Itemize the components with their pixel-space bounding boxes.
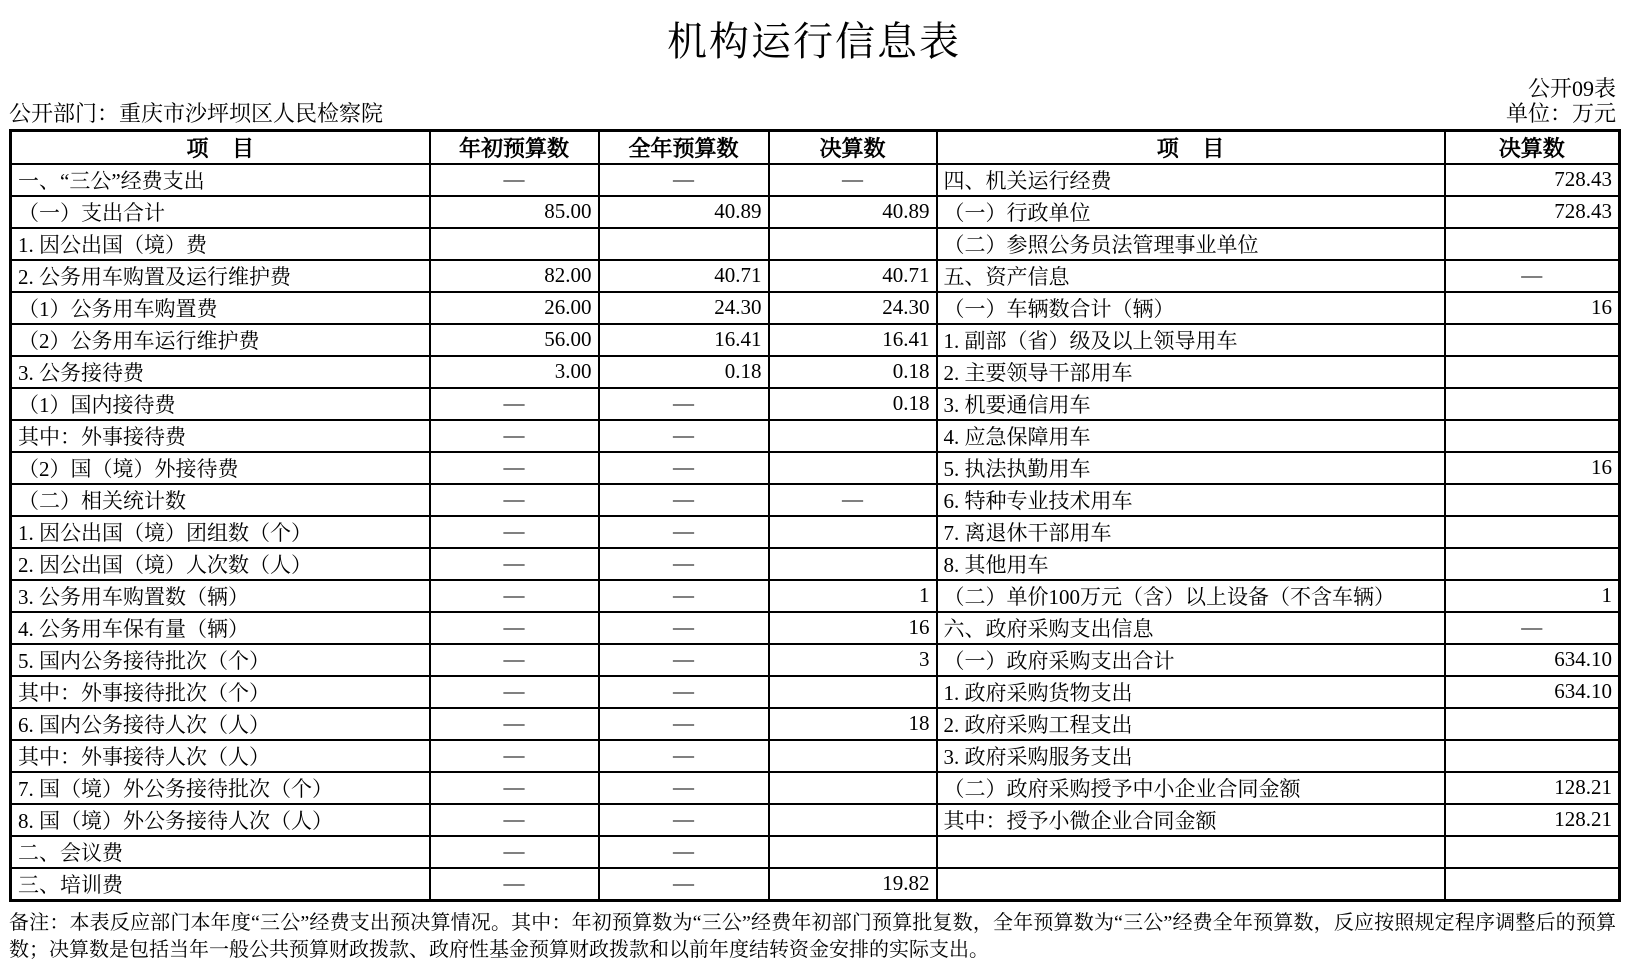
- final-account-cell: 18: [769, 708, 937, 740]
- initial-budget-cell: —: [430, 708, 599, 740]
- page-title: 机构运行信息表: [667, 19, 961, 64]
- item-cell: 1. 因公出国（境）团组数（个）: [11, 516, 430, 548]
- final-account-cell: [769, 772, 937, 804]
- item-cell: 6. 特种专业技术用车: [937, 484, 1445, 516]
- table-row: [11, 420, 1620, 452]
- final-account-cell: —: [769, 164, 937, 196]
- final-account-cell: [1445, 228, 1620, 260]
- initial-budget-cell: 3.00: [430, 356, 599, 388]
- final-account-cell: [1445, 324, 1620, 356]
- final-account-cell: [1445, 356, 1620, 388]
- final-account-cell: 16: [1445, 292, 1620, 324]
- table-row: [11, 580, 1620, 612]
- initial-budget-cell: 56.00: [430, 324, 599, 356]
- annual-budget-cell: 40.89: [599, 196, 769, 228]
- table-row: [11, 388, 1620, 420]
- initial-budget-cell: —: [430, 868, 599, 901]
- annual-budget-cell: —: [599, 804, 769, 836]
- initial-budget-cell: —: [430, 804, 599, 836]
- final-account-cell: 40.89: [769, 196, 937, 228]
- department-label: 公开部门：重庆市沙坪坝区人民检察院: [9, 101, 384, 127]
- item-cell: （一）支出合计: [11, 196, 430, 228]
- item-cell: 三、培训费: [11, 868, 430, 901]
- initial-budget-cell: —: [430, 676, 599, 708]
- item-cell: （2）公务用车运行维护费: [11, 324, 430, 356]
- item-cell: 2. 政府采购工程支出: [937, 708, 1445, 740]
- final-account-cell: 1: [769, 580, 937, 612]
- item-cell: 2. 公务用车购置及运行维护费: [11, 260, 430, 292]
- table-row: [11, 772, 1620, 804]
- initial-budget-cell: —: [430, 644, 599, 676]
- final-account-cell: 0.18: [769, 356, 937, 388]
- annual-budget-cell: 24.30: [599, 292, 769, 324]
- annual-budget-cell: —: [599, 676, 769, 708]
- final-account-cell: [1445, 484, 1620, 516]
- final-account-cell: [769, 676, 937, 708]
- item-cell: 1. 政府采购货物支出: [937, 676, 1445, 708]
- notes-text: 备注：本表反应部门本年度“三公”经费支出预决算情况。其中：年初预算数为“三公”经费年初部门预算批复数，全年预算数为“三公”经费全年预算数，反应按照规定程序调整后的预算数；决算数是包括当年一般公共预算财政拨款、政府性基金预算财政拨款和以前年度结转资金安排的实际支出。: [9, 911, 1616, 961]
- final-account-cell: [1445, 388, 1620, 420]
- annual-budget-cell: [599, 228, 769, 260]
- item-cell: 1. 副部（省）级及以上领导用车: [937, 324, 1445, 356]
- final-account-cell: 16: [1445, 452, 1620, 484]
- annual-budget-cell: —: [599, 580, 769, 612]
- final-account-cell: [1445, 740, 1620, 772]
- table-row: [11, 516, 1620, 548]
- item-cell: 1. 因公出国（境）费: [11, 228, 430, 260]
- table-row: [11, 292, 1620, 324]
- table-row: [11, 708, 1620, 740]
- item-cell: （一）行政单位: [937, 196, 1445, 228]
- annual-budget-cell: —: [599, 612, 769, 644]
- final-account-cell: [769, 516, 937, 548]
- item-cell: 五、资产信息: [937, 260, 1445, 292]
- annual-budget-cell: 16.41: [599, 324, 769, 356]
- final-account-cell: 634.10: [1445, 644, 1620, 676]
- item-cell: [937, 868, 1445, 901]
- annual-budget-cell: —: [599, 772, 769, 804]
- initial-budget-cell: [430, 228, 599, 260]
- annual-budget-cell: 40.71: [599, 260, 769, 292]
- final-account-cell: 24.30: [769, 292, 937, 324]
- table-row: [11, 484, 1620, 516]
- subheader-row: [9, 101, 1616, 126]
- initial-budget-cell: —: [430, 516, 599, 548]
- item-cell: 其中：外事接待费: [11, 420, 430, 452]
- table-row: [11, 836, 1620, 868]
- item-cell: 7. 国（境）外公务接待批次（个）: [11, 772, 430, 804]
- table-body: [11, 164, 1620, 901]
- table-header: [11, 130, 1620, 164]
- col-header-item-right: 项 目: [937, 130, 1445, 164]
- item-cell: 5. 执法执勤用车: [937, 452, 1445, 484]
- table-row: [11, 164, 1620, 196]
- table-row: [11, 324, 1620, 356]
- table-row: [11, 740, 1620, 772]
- annual-budget-cell: —: [599, 388, 769, 420]
- table-row: [11, 644, 1620, 676]
- final-account-cell: 634.10: [1445, 676, 1620, 708]
- item-cell: 其中：授予小微企业合同金额: [937, 804, 1445, 836]
- final-account-cell: [769, 420, 937, 452]
- initial-budget-cell: —: [430, 164, 599, 196]
- annual-budget-cell: —: [599, 164, 769, 196]
- final-account-cell: [769, 548, 937, 580]
- initial-budget-cell: —: [430, 612, 599, 644]
- item-cell: 6. 国内公务接待人次（人）: [11, 708, 430, 740]
- table-row: [11, 228, 1620, 260]
- col-header-final-account: 决算数: [769, 130, 937, 164]
- item-cell: 8. 国（境）外公务接待人次（人）: [11, 804, 430, 836]
- annual-budget-cell: —: [599, 420, 769, 452]
- item-cell: 2. 因公出国（境）人次数（人）: [11, 548, 430, 580]
- item-cell: 2. 主要领导干部用车: [937, 356, 1445, 388]
- annual-budget-cell: —: [599, 740, 769, 772]
- initial-budget-cell: —: [430, 452, 599, 484]
- table-row: [11, 548, 1620, 580]
- final-account-cell: [769, 804, 937, 836]
- final-account-cell: 16.41: [769, 324, 937, 356]
- item-cell: 六、政府采购支出信息: [937, 612, 1445, 644]
- table-row: [11, 356, 1620, 388]
- table-row: [11, 676, 1620, 708]
- item-cell: 7. 离退休干部用车: [937, 516, 1445, 548]
- final-account-cell: [1445, 548, 1620, 580]
- final-account-cell: [769, 740, 937, 772]
- table-row: [11, 612, 1620, 644]
- table-row: [11, 260, 1620, 292]
- item-cell: 二、会议费: [11, 836, 430, 868]
- initial-budget-cell: —: [430, 580, 599, 612]
- col-header-initial-budget: 年初预算数: [430, 130, 599, 164]
- final-account-cell: 728.43: [1445, 196, 1620, 228]
- final-account-cell: 3: [769, 644, 937, 676]
- final-account-cell: 19.82: [769, 868, 937, 901]
- item-cell: 其中：外事接待批次（个）: [11, 676, 430, 708]
- item-cell: 4. 公务用车保有量（辆）: [11, 612, 430, 644]
- final-account-cell: 728.43: [1445, 164, 1620, 196]
- table-row: [11, 868, 1620, 901]
- item-cell: 3. 公务用车购置数（辆）: [11, 580, 430, 612]
- item-cell: 4. 应急保障用车: [937, 420, 1445, 452]
- annual-budget-cell: —: [599, 452, 769, 484]
- final-account-cell: [1445, 836, 1620, 868]
- item-cell: 5. 国内公务接待批次（个）: [11, 644, 430, 676]
- final-account-cell: 1: [1445, 580, 1620, 612]
- initial-budget-cell: —: [430, 740, 599, 772]
- item-cell: （1）国内接待费: [11, 388, 430, 420]
- item-cell: 四、机关运行经费: [937, 164, 1445, 196]
- table-row: [11, 196, 1620, 228]
- initial-budget-cell: —: [430, 836, 599, 868]
- item-cell: （二）政府采购授予中小企业合同金额: [937, 772, 1445, 804]
- initial-budget-cell: 82.00: [430, 260, 599, 292]
- item-cell: （二）相关统计数: [11, 484, 430, 516]
- item-cell: （二）单价100万元（含）以上设备（不含车辆）: [937, 580, 1445, 612]
- item-cell: [937, 836, 1445, 868]
- item-cell: （一）车辆数合计（辆）: [937, 292, 1445, 324]
- annual-budget-cell: —: [599, 484, 769, 516]
- operation-info-table: [9, 129, 1621, 902]
- final-account-cell: 16: [769, 612, 937, 644]
- item-cell: 3. 机要通信用车: [937, 388, 1445, 420]
- initial-budget-cell: —: [430, 772, 599, 804]
- final-account-cell: 128.21: [1445, 804, 1620, 836]
- item-cell: （1）公务用车购置费: [11, 292, 430, 324]
- item-cell: 8. 其他用车: [937, 548, 1445, 580]
- initial-budget-cell: 26.00: [430, 292, 599, 324]
- initial-budget-cell: —: [430, 484, 599, 516]
- final-account-cell: [769, 452, 937, 484]
- item-cell: 3. 公务接待费: [11, 356, 430, 388]
- initial-budget-cell: —: [430, 548, 599, 580]
- final-account-cell: 40.71: [769, 260, 937, 292]
- item-cell: 其中：外事接待人次（人）: [11, 740, 430, 772]
- initial-budget-cell: 85.00: [430, 196, 599, 228]
- form-code: 公开09表: [1527, 76, 1616, 101]
- col-header-annual-budget: 全年预算数: [599, 130, 769, 164]
- final-account-cell: 128.21: [1445, 772, 1620, 804]
- table-row: [11, 452, 1620, 484]
- table-row: [11, 804, 1620, 836]
- final-account-cell: [769, 228, 937, 260]
- annual-budget-cell: —: [599, 836, 769, 868]
- annual-budget-cell: —: [599, 516, 769, 548]
- col-header-final-account-right: 决算数: [1445, 130, 1620, 164]
- final-account-cell: —: [1445, 260, 1620, 292]
- item-cell: 一、“三公”经费支出: [11, 164, 430, 196]
- final-account-cell: [769, 836, 937, 868]
- item-cell: 3. 政府采购服务支出: [937, 740, 1445, 772]
- annual-budget-cell: —: [599, 708, 769, 740]
- annual-budget-cell: —: [599, 548, 769, 580]
- final-account-cell: [1445, 420, 1620, 452]
- final-account-cell: [1445, 516, 1620, 548]
- final-account-cell: [1445, 868, 1620, 901]
- initial-budget-cell: —: [430, 388, 599, 420]
- final-account-cell: —: [769, 484, 937, 516]
- annual-budget-cell: 0.18: [599, 356, 769, 388]
- item-cell: （一）政府采购支出合计: [937, 644, 1445, 676]
- final-account-cell: —: [1445, 612, 1620, 644]
- annual-budget-cell: —: [599, 868, 769, 901]
- annual-budget-cell: —: [599, 644, 769, 676]
- col-header-item: 项 目: [11, 130, 430, 164]
- header-row: [11, 130, 1620, 164]
- initial-budget-cell: —: [430, 420, 599, 452]
- unit-label: 单位：万元: [1505, 101, 1616, 127]
- final-account-cell: [1445, 708, 1620, 740]
- item-cell: （二）参照公务员法管理事业单位: [937, 228, 1445, 260]
- item-cell: （2）国（境）外接待费: [11, 452, 430, 484]
- final-account-cell: 0.18: [769, 388, 937, 420]
